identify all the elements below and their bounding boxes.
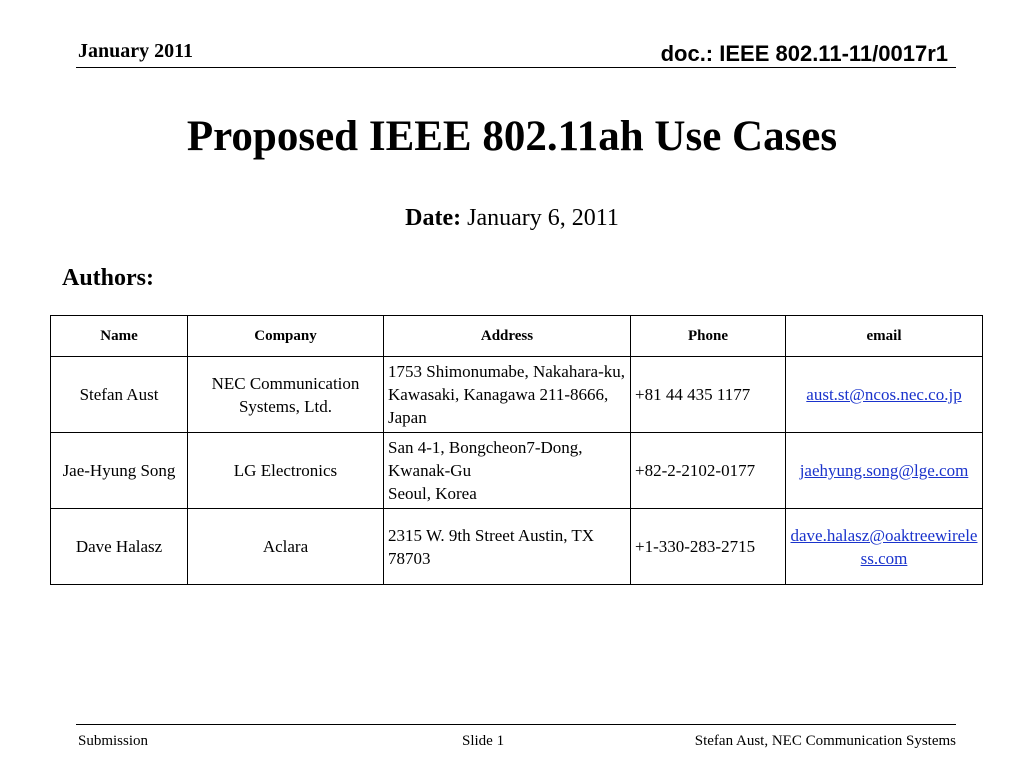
column-header-phone: Phone (631, 316, 786, 357)
address-line: Seoul, Korea (388, 484, 477, 503)
table-header-row (51, 316, 983, 357)
author-phone: +82-2-2102-0177 (631, 433, 786, 509)
author-email-link[interactable]: aust.st@ncos.nec.co.jp (806, 385, 962, 404)
slide-title: Proposed IEEE 802.11ah Use Cases (186, 113, 838, 160)
address-line: 1753 Shimonumabe, Nakahara-ku, Kawasaki, Kanagawa 211-8666, Japan (388, 362, 625, 427)
author-address (384, 357, 631, 433)
footer-slide-number: Slide 1 (462, 733, 505, 749)
address-line: San 4-1, Bongcheon7-Dong, Kwanak-Gu (388, 438, 583, 480)
address-line: 2315 W. 9th Street Austin, TX 78703 (388, 525, 595, 568)
column-header-email: email (786, 316, 983, 357)
date-label: Date: (405, 205, 462, 231)
author-address (384, 433, 631, 509)
author-company: Aclara (188, 509, 384, 585)
authors-table (50, 315, 983, 585)
date-line (0, 205, 1024, 232)
author-phone: +1-330-283-2715 (631, 509, 786, 585)
footer-submission: Submission (78, 733, 149, 749)
table-row (51, 509, 983, 585)
author-email-link[interactable]: dave.halasz@oaktreewireless.com (790, 525, 978, 568)
author-address (384, 509, 631, 585)
footer-author-org: Stefan Aust, NEC Communication Systems (694, 733, 956, 749)
date-value: January 6, 2011 (467, 205, 619, 231)
header-divider (76, 67, 956, 68)
table-row (51, 357, 983, 433)
column-header-company: Company (188, 316, 384, 357)
author-email-cell (786, 357, 983, 433)
author-name: Jae-Hyung Song (51, 433, 188, 509)
column-header-name: Name (51, 316, 188, 357)
column-header-address: Address (384, 316, 631, 357)
author-email-cell (786, 433, 983, 509)
table-row (51, 433, 983, 509)
author-name: Dave Halasz (51, 509, 188, 585)
header-date: January 2011 (78, 40, 194, 62)
authors-heading: Authors: (62, 265, 155, 291)
author-email-cell (786, 509, 983, 585)
author-name: Stefan Aust (51, 357, 188, 433)
footer-divider (76, 724, 956, 725)
author-email-link[interactable]: jaehyung.song@lge.com (799, 461, 969, 480)
header-doc-id: doc.: IEEE 802.11-11/0017r1 (660, 41, 948, 66)
author-company: LG Electronics (188, 433, 384, 509)
author-company: NEC Communication Systems, Ltd. (188, 357, 384, 433)
author-phone: +81 44 435 1177 (631, 357, 786, 433)
